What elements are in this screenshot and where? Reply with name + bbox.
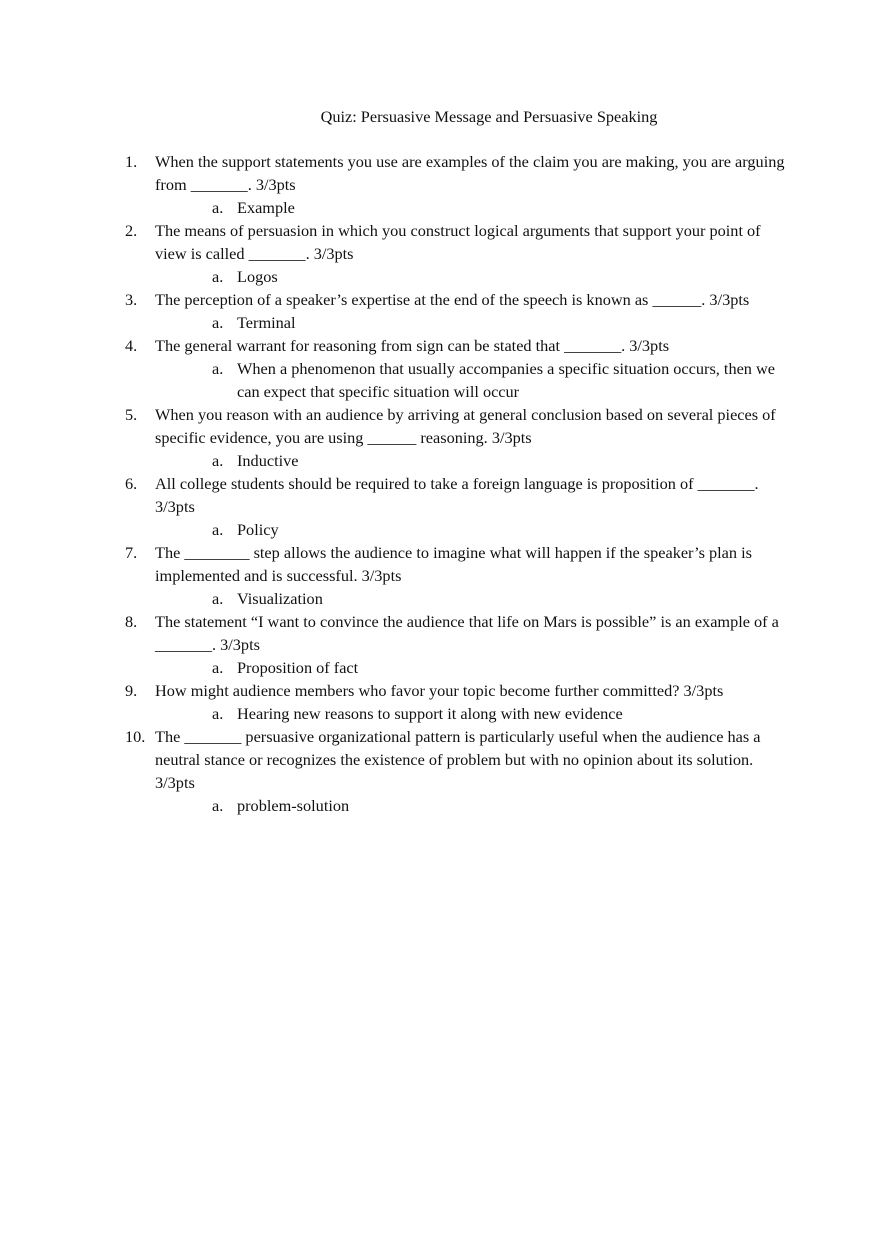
question-number: 7. <box>125 543 138 562</box>
answer-item <box>155 357 785 403</box>
answer-item <box>155 587 785 610</box>
question-number: 3. <box>125 290 138 309</box>
answer-letter: a. <box>212 796 224 815</box>
answer-text: Terminal <box>237 313 296 332</box>
question-item <box>125 334 785 403</box>
answer-text: When a phenomenon that usually accompanies a specific situation occurs, then we can expect that specific situation will occur <box>237 359 776 401</box>
question-text: The _______ persuasive organizational pattern is particularly useful when the audience has a neutral stance or recognizes the existence of problem but with no opinion about its solution. 3/3pts <box>155 727 761 792</box>
answer-item <box>155 794 785 817</box>
question-item <box>125 288 785 334</box>
answer-item <box>155 656 785 679</box>
answer-text: problem-solution <box>237 796 350 815</box>
answer-letter: a. <box>212 704 224 723</box>
answer-text: Logos <box>237 267 278 286</box>
question-text: The general warrant for reasoning from sign can be stated that _______. 3/3pts <box>155 336 670 355</box>
question-text: The ________ step allows the audience to imagine what will happen if the speaker’s plan is implemented and is successful. 3/3pts <box>155 543 752 585</box>
question-item <box>125 725 785 817</box>
question-number: 8. <box>125 612 138 631</box>
question-item <box>125 472 785 541</box>
answer-text: Policy <box>237 520 279 539</box>
answer-text: Hearing new reasons to support it along with new evidence <box>237 704 623 723</box>
question-text: When the support statements you use are examples of the claim you are making, you are arguing from _______. 3/3pts <box>155 152 785 194</box>
question-number: 1. <box>125 152 138 171</box>
question-item <box>125 541 785 610</box>
answer-item <box>155 265 785 288</box>
question-item <box>125 150 785 219</box>
question-text: The perception of a speaker’s expertise at the end of the speech is known as ______. 3/3pts <box>155 290 750 309</box>
question-list <box>125 150 785 817</box>
question-number: 9. <box>125 681 138 700</box>
answer-letter: a. <box>212 658 224 677</box>
question-text: The means of persuasion in which you construct logical arguments that support your point of view is called _______. 3/3pts <box>155 221 761 263</box>
answer-letter: a. <box>212 313 224 332</box>
question-number: 5. <box>125 405 138 424</box>
answer-letter: a. <box>212 589 224 608</box>
question-number: 4. <box>125 336 138 355</box>
answer-text: Inductive <box>237 451 299 470</box>
question-number: 2. <box>125 221 138 240</box>
answer-text: Proposition of fact <box>237 658 359 677</box>
question-item <box>125 403 785 472</box>
question-number: 10. <box>125 727 146 746</box>
question-item <box>125 679 785 725</box>
question-item <box>125 610 785 679</box>
answer-letter: a. <box>212 198 224 217</box>
answer-text: Visualization <box>237 589 323 608</box>
answer-item <box>155 518 785 541</box>
answer-item <box>155 196 785 219</box>
answer-item <box>155 449 785 472</box>
answer-text: Example <box>237 198 295 217</box>
page-title: Quiz: Persuasive Message and Persuasive Speaking <box>320 107 658 126</box>
answer-letter: a. <box>212 359 224 378</box>
question-text: All college students should be required to take a foreign language is proposition of _______. 3/3pts <box>155 474 759 516</box>
question-text: The statement “I want to convince the audience that life on Mars is possible” is an example of a _______. 3/3pts <box>155 612 779 654</box>
answer-item <box>155 702 785 725</box>
question-number: 6. <box>125 474 138 493</box>
question-text: How might audience members who favor your topic become further committed? 3/3pts <box>155 681 724 700</box>
answer-letter: a. <box>212 451 224 470</box>
question-text: When you reason with an audience by arriving at general conclusion based on several pieces of specific evidence, you are using ______ reasoning. 3/3pts <box>155 405 776 447</box>
answer-letter: a. <box>212 267 224 286</box>
answer-item <box>155 311 785 334</box>
answer-letter: a. <box>212 520 224 539</box>
question-item <box>125 219 785 288</box>
